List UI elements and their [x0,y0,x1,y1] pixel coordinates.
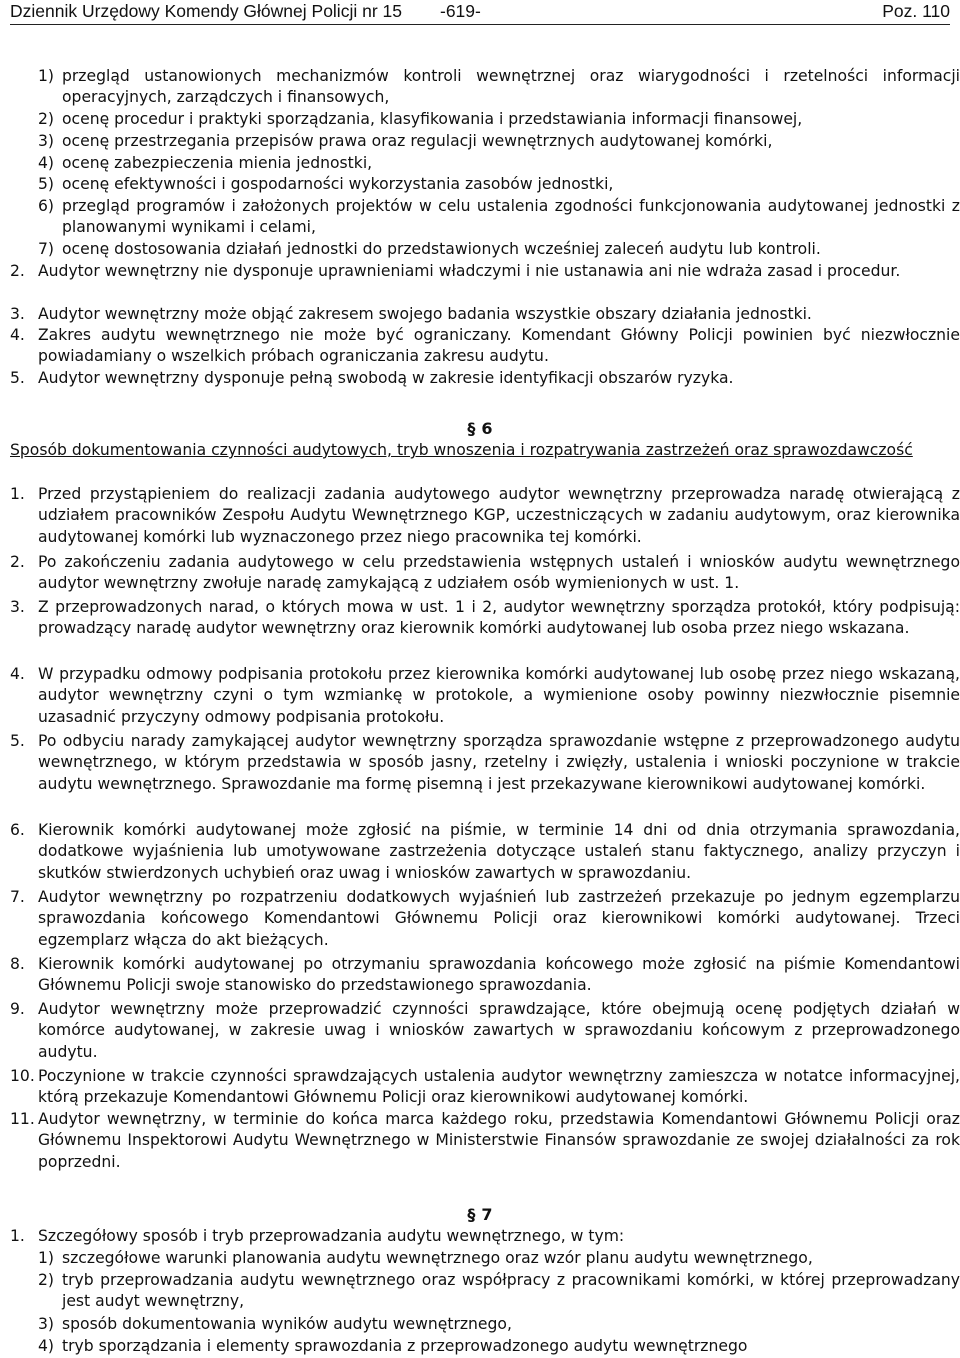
section-number: 7 [481,1205,493,1224]
list-item: 4) ocenę zabezpieczenia mienia jednostki, [38,154,373,172]
list-item: 5) ocenę efektywności i gospodarności wykorzystania zasobów jednostki, [38,175,614,193]
paragraph: 1. Szczegółowy sposób i tryb przeprowadzania audytu wewnętrznego, w tym: [10,1227,625,1245]
section-number: 6 [481,419,493,438]
paragraph: 4. W przypadku odmowy podpisania protokołu przez kierownika komórki audytowanej lub osobę przez niego wskazaną, audytor wewnętrzny czyni o tym wzmiankę w protokole, a wymienione osoby powinny niezwłocznie pisemnie uzasadnić przyczyny odmowy podpisania protokołu. [10,665,960,726]
list-item: 2) tryb przeprowadzania audytu wewnętrznego oraz współpracy z pracownikami komórki, w której przeprowadzany jest audyt wewnętrzny, [38,1271,960,1311]
paragraph: 10. Poczynione w trakcie czynności sprawdzających ustalenia audytor wewnętrzny zamieszcza w notatce informacyjnej, którą przekazuje Komendantowi Głównemu Policji oraz kierownikowi audytowanej komórki. [10,1067,960,1107]
list-item: 6) przegląd programów i założonych projektów w celu ustalenia zgodności funkcjonowania audytowanej jednostki z planowanymi wynikami i celami, [38,197,960,237]
section-title: Sposób dokumentowania czynności audytowych, tryb wnoszenia i rozpatrywania zastrzeżeń oraz sprawozdawczość [10,441,913,459]
paragraph: 5. Audytor wewnętrzny dysponuje pełną swobodą w zakresie identyfikacji obszarów ryzyka. [10,369,734,387]
position-number: Poz. 110 [882,1,950,21]
paragraph: 3. Z przeprowadzonych narad, o których mowa w ust. 1 i 2, audytor wewnętrzny sporządza protokół, który podpisują: prowadzący naradę audytor wewnętrzny oraz kierownik komórki audytowanej lub osoba przez niego wskazana. [10,598,960,638]
section-symbol: § [467,1205,476,1224]
paragraph: 2. Audytor wewnętrzny nie dysponuje uprawnieniami władczymi i nie ustanawia ani nie wdraża zasad i procedur. [10,262,901,280]
list-item: 4) tryb sporządzania i elementy sprawozdania z przeprowadzonego audytu wewnętrznego [38,1337,748,1355]
section-heading-7 [0,1204,960,1225]
list-item: 7) ocenę dostosowania działań jednostki do przedstawionych wcześniej zaleceń audytu lub kontroli. [38,240,821,258]
section-heading-6 [0,418,960,439]
paragraph: 3. Audytor wewnętrzny może objąć zakresem swojego badania wszystkie obszary działania jednostki. [10,305,812,323]
paragraph: 8. Kierownik komórki audytowanej po otrzymaniu sprawozdania końcowego może zgłosić na piśmie Komendantowi Głównemu Policji swoje stanowisko do przedstawionego sprawozdania. [10,955,960,995]
paragraph: 9. Audytor wewnętrzny może przeprowadzić czynności sprawdzające, które obejmują ocenę podjętych działań w komórce audytowanej, w zakresie uwag i wniosków zawartych w sprawozdaniu końcowym z przeprowadzonego audytu. [10,1000,960,1061]
paragraph: 4. Zakres audytu wewnętrznego nie może być ograniczany. Komendant Główny Policji powinien być niezwłocznie powiadamiany o wszelkich próbach ograniczania zakresu audytu. [10,326,960,366]
paragraph: 7. Audytor wewnętrzny po rozpatrzeniu dodatkowych wyjaśnień lub zastrzeżeń przekazuje po jednym egzemplarzu sprawozdania końcowego Komendantowi Głównemu Policji oraz kierownikowi komórki audytowanej. Trzeci egzemplarz włącza do akt bieżących. [10,888,960,949]
paragraph: 6. Kierownik komórki audytowanej może zgłosić na piśmie, w terminie 14 dni od dnia otrzymania sprawozdania, dodatkowe wyjaśnienia lub umotywowane zastrzeżenia dotyczące ustaleń stanu faktycznego, analizy przyczyn i skutków stwierdzonych uchybień oraz uwag i wniosków zawartych w sprawozdaniu. [10,821,960,882]
paragraph: 11. Audytor wewnętrzny, w terminie do końca marca każdego roku, przedstawia Komendantowi Głównemu Policji oraz Głównemu Inspektorowi Audytu Wewnętrznego w Ministerstwie Finansów sprawozdanie ze swojej działalności za rok poprzedni. [10,1110,960,1171]
paragraph: 5. Po odbyciu narady zamykającej audytor wewnętrzny sporządza sprawozdanie wstępne z przeprowadzonego audytu wewnętrznego, w którym przedstawia w sposób jasny, rzetelny i zwięzły, ustalenia i wnioski poczynione w trakcie audytu wewnętrznego. Sprawozdanie ma formę pisemną i jest przekazywane kierownikowi audytowanej komórki. [10,732,960,793]
list-item: 2) ocenę procedur i praktyki sporządzania, klasyfikowania i przedstawiania informacji finansowej, [38,110,803,128]
list-item: 3) sposób dokumentowania wyników audytu wewnętrznego, [38,1315,512,1333]
paragraph: 1. Przed przystąpieniem do realizacji zadania audytowego audytor wewnętrzny przeprowadza naradę otwierającą z udziałem pracowników Zespołu Audytu Wewnętrznego KGP, uczestniczących w zadaniu audytowym, oraz kierownika audytowanej komórki lub wyznaczonego przez niego pracownika tej komórki. [10,485,960,546]
list-item: 3) ocenę przestrzegania przepisów prawa oraz regulacji wewnętrznych audytowanej komórki, [38,132,773,150]
journal-title: Dziennik Urzędowy Komendy Głównej Policji nr 15 [10,1,402,21]
page-number: -619- [440,1,481,21]
paragraph: 2. Po zakończeniu zadania audytowego w celu przedstawienia wstępnych ustaleń i wniosków audytu wewnętrznego audytor wewnętrzny zwołuje naradę zamykającą z udziałem osób wymienionych w ust. 1. [10,553,960,593]
list-item: 1) przegląd ustanowionych mechanizmów kontroli wewnętrznej oraz wiarygodności i rzetelności informacji operacyjnych, zarządczych i finansowych, [38,67,960,107]
running-header [10,0,950,25]
section-symbol: § [467,419,476,438]
list-item: 1) szczegółowe warunki planowania audytu wewnętrznego oraz wzór planu audytu wewnętrznego, [38,1249,813,1267]
